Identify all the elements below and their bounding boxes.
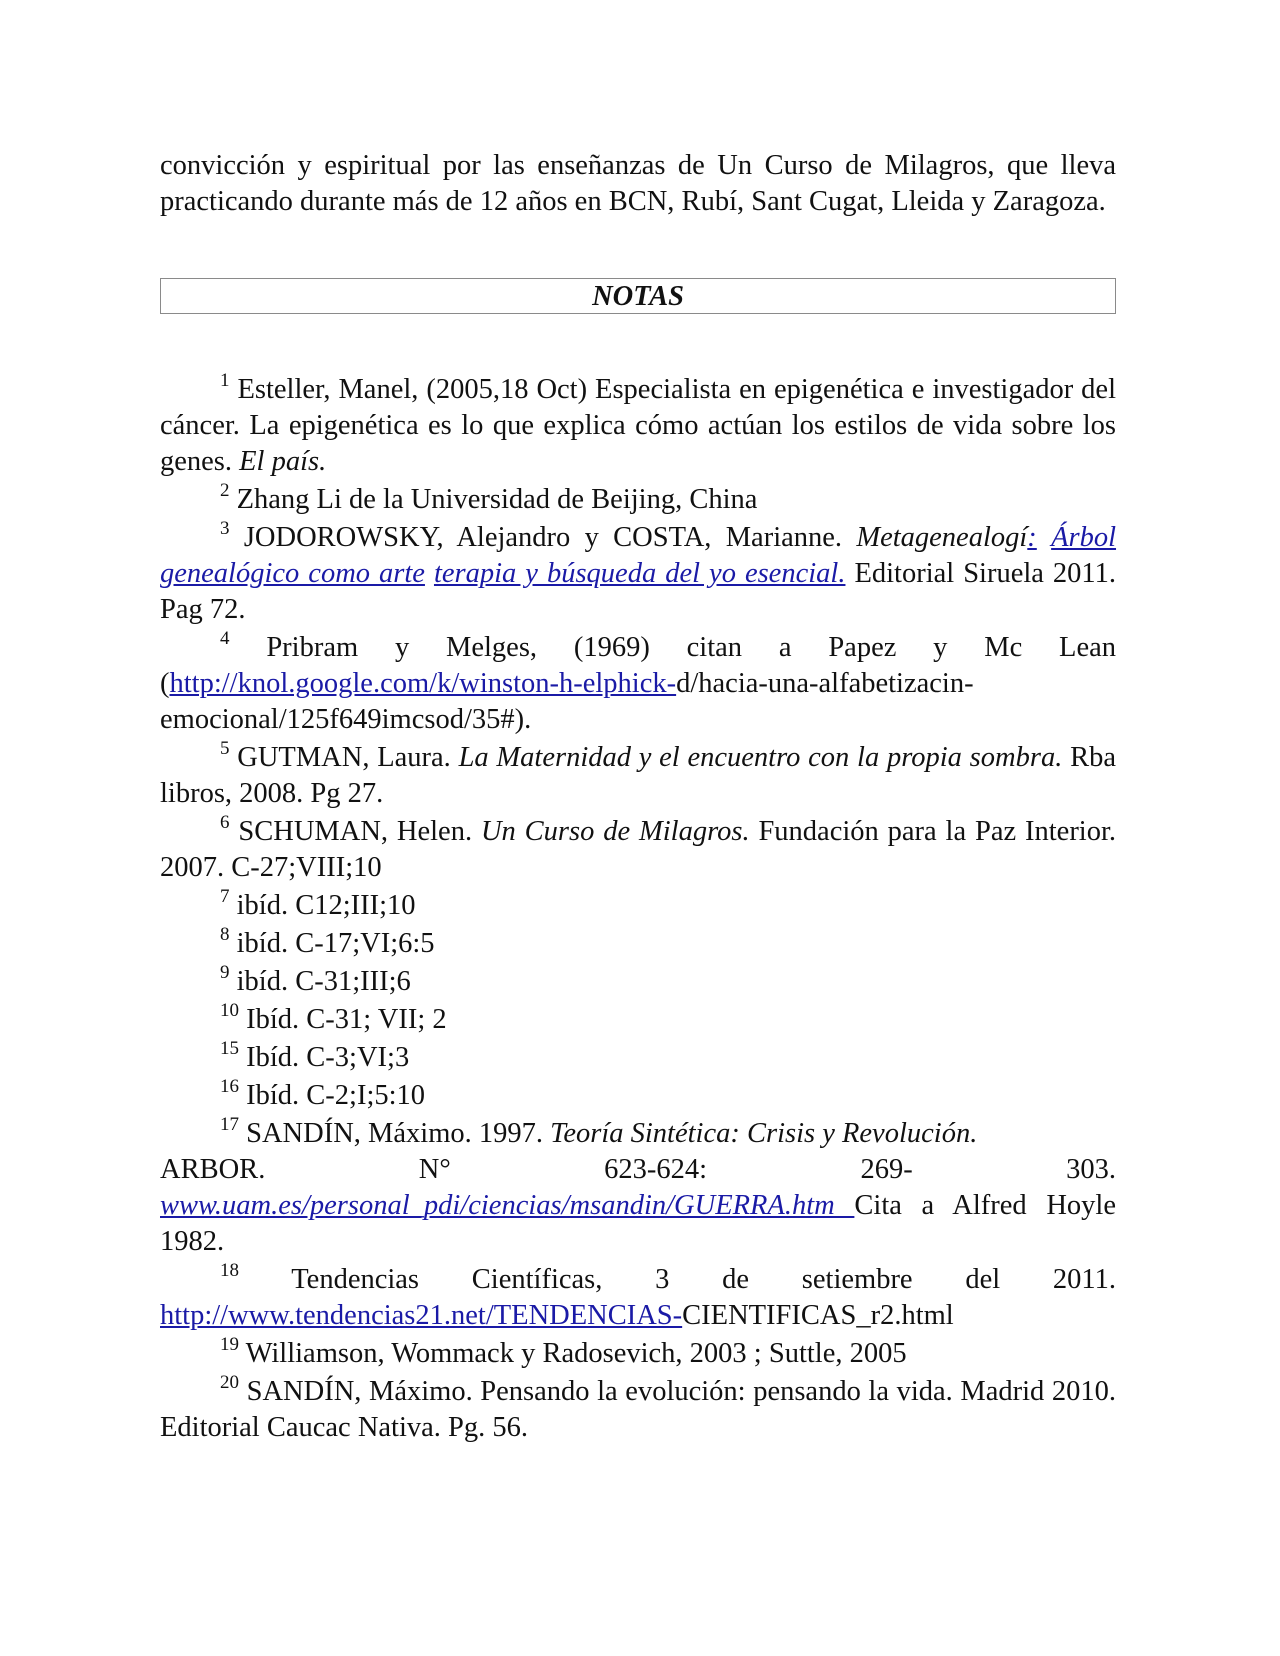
footnote-18 <box>160 1259 1116 1334</box>
footnote-20 <box>160 1371 1117 1446</box>
footnote-text: ( <box>160 668 170 699</box>
footnote-link[interactable]: Árbol genealógico como arte <box>160 522 1117 589</box>
footnote-text: ibíd. C-17;VI;6:5 <box>236 928 435 959</box>
footnote-text: GUTMAN, Laura. <box>237 742 459 773</box>
footnote-text: SANDÍN, Máximo. 1997. <box>246 1118 551 1149</box>
footnote-link[interactable]: terapia y búsqueda del yo esencial. <box>433 558 846 589</box>
footnote-number: 9 <box>220 961 230 983</box>
footnote-19 <box>160 1333 1116 1372</box>
footnote-text: Fundación para la Paz Interior. 2007. C-27;VIII;10 <box>160 816 1117 883</box>
footnote-number: 20 <box>220 1371 239 1393</box>
footnote-text: Pribram y Melges, (1969) citan a Papez y Mc Lean <box>266 632 1117 663</box>
footnote-link[interactable]: http://knol.google.com/k/winston-h-elphick- <box>169 668 677 699</box>
footnote-text: Williamson, Wommack y Radosevich, 2003 ; Suttle, 2005 <box>245 1338 907 1369</box>
footnote-number: 2 <box>220 479 230 501</box>
footnote-1 <box>160 369 1116 480</box>
footnote-text: Cita a Alfred Hoyle 1982. <box>160 1190 1116 1257</box>
footnote-16 <box>160 1075 1116 1114</box>
footnote-10 <box>160 999 1116 1038</box>
footnote-number: 8 <box>220 923 230 945</box>
footnote-italic: Teoría Sintética: Crisis y Revolución. <box>550 1118 978 1149</box>
notes-title: NOTAS <box>592 281 684 312</box>
footnote-text: ibíd. C12;III;10 <box>236 890 416 921</box>
footnote-text: Ibíd. C-3;VI;3 <box>246 1042 410 1073</box>
footnote-17 <box>160 1113 1116 1260</box>
footnote-text: Tendencias Científicas, 3 de setiembre del 2011. <box>291 1264 1116 1295</box>
footnote-number: 4 <box>220 627 230 649</box>
footnote-text: Ibíd. C-2;I;5:10 <box>246 1080 426 1111</box>
footnote-italic: La Maternidad y el encuentro con la propia sombra. <box>458 742 1063 773</box>
footnote-7 <box>160 885 1116 924</box>
footnote-text: CIENTIFICAS_r2.html <box>682 1300 954 1331</box>
footnote-8 <box>160 923 1116 962</box>
footnote-link[interactable]: : <box>1027 522 1037 553</box>
document-page <box>160 148 1116 1448</box>
footnote-text: Zhang Li de la Universidad de Beijing, China <box>236 484 758 515</box>
footnote-text: Esteller, Manel, (2005,18 Oct) Especialista en epigenética e investigador del cáncer. La epigenética es lo que explica cómo actúan los estilos de vida sobre los genes. <box>160 374 1116 477</box>
footnote-number: 3 <box>220 517 230 539</box>
footnote-4 <box>160 627 1117 738</box>
footnote-2 <box>160 479 1116 518</box>
footnote-number: 17 <box>220 1113 239 1135</box>
footnote-3 <box>160 517 1117 628</box>
footnote-number: 1 <box>220 369 230 391</box>
footnote-text: SCHUMAN, Helen. <box>238 816 481 847</box>
footnote-9 <box>160 961 1116 1000</box>
footnote-number: 5 <box>220 737 230 759</box>
footnote-number: 19 <box>220 1333 239 1355</box>
footnote-italic: El país. <box>239 446 327 477</box>
footnote-text: JODOROWSKY, Alejandro y COSTA, Marianne. <box>243 522 857 553</box>
footnote-15 <box>160 1037 1116 1076</box>
footnote-text: Editorial Siruela 2011. Pag 72. <box>160 558 1116 625</box>
footnote-number: 10 <box>220 999 239 1021</box>
notes-list <box>160 369 1117 1446</box>
footnote-number: 7 <box>220 885 230 907</box>
footnote-text: SANDÍN, Máximo. Pensando la evolución: pensando la vida. Madrid 2010. Editorial Caucac Nativa. Pg. 56. <box>160 1376 1117 1443</box>
footnote-number: 15 <box>220 1037 239 1059</box>
footnote-text: Ibíd. C-31; VII; 2 <box>246 1004 447 1035</box>
footnote-text: ibíd. C-31;III;6 <box>236 966 411 997</box>
notes-header-box <box>160 278 1116 314</box>
footnote-number: 18 <box>220 1259 239 1281</box>
intro-paragraph: convicción y espiritual por las enseñanzas de Un Curso de Milagros, que lleva practicando durante más de 12 años en BCN, Rubí, Sant Cugat, Lleida y Zaragoza. <box>160 150 1116 217</box>
footnote-text: d/hacia-una-alfabetizacin-emocional/125f649imcsod/35#). <box>160 668 974 735</box>
footnote-italic: Un Curso de Milagros. <box>480 816 750 847</box>
footnote-6 <box>160 811 1117 886</box>
footnote-number: 6 <box>220 811 230 833</box>
footnote-italic: Metagenealogí <box>856 522 1028 553</box>
footnote-text: ARBOR. N° 623-624: 269- 303. <box>160 1154 1116 1185</box>
footnote-5 <box>160 737 1116 812</box>
footnote-link[interactable]: www.uam.es/personal_pdi/ciencias/msandin/GUERRA.htm <box>160 1190 855 1221</box>
footnote-link[interactable]: http://www.tendencias21.net/TENDENCIAS- <box>160 1300 683 1331</box>
footnote-text: Rba libros, 2008. Pg 27. <box>160 742 1116 809</box>
footnote-number: 16 <box>220 1075 239 1097</box>
